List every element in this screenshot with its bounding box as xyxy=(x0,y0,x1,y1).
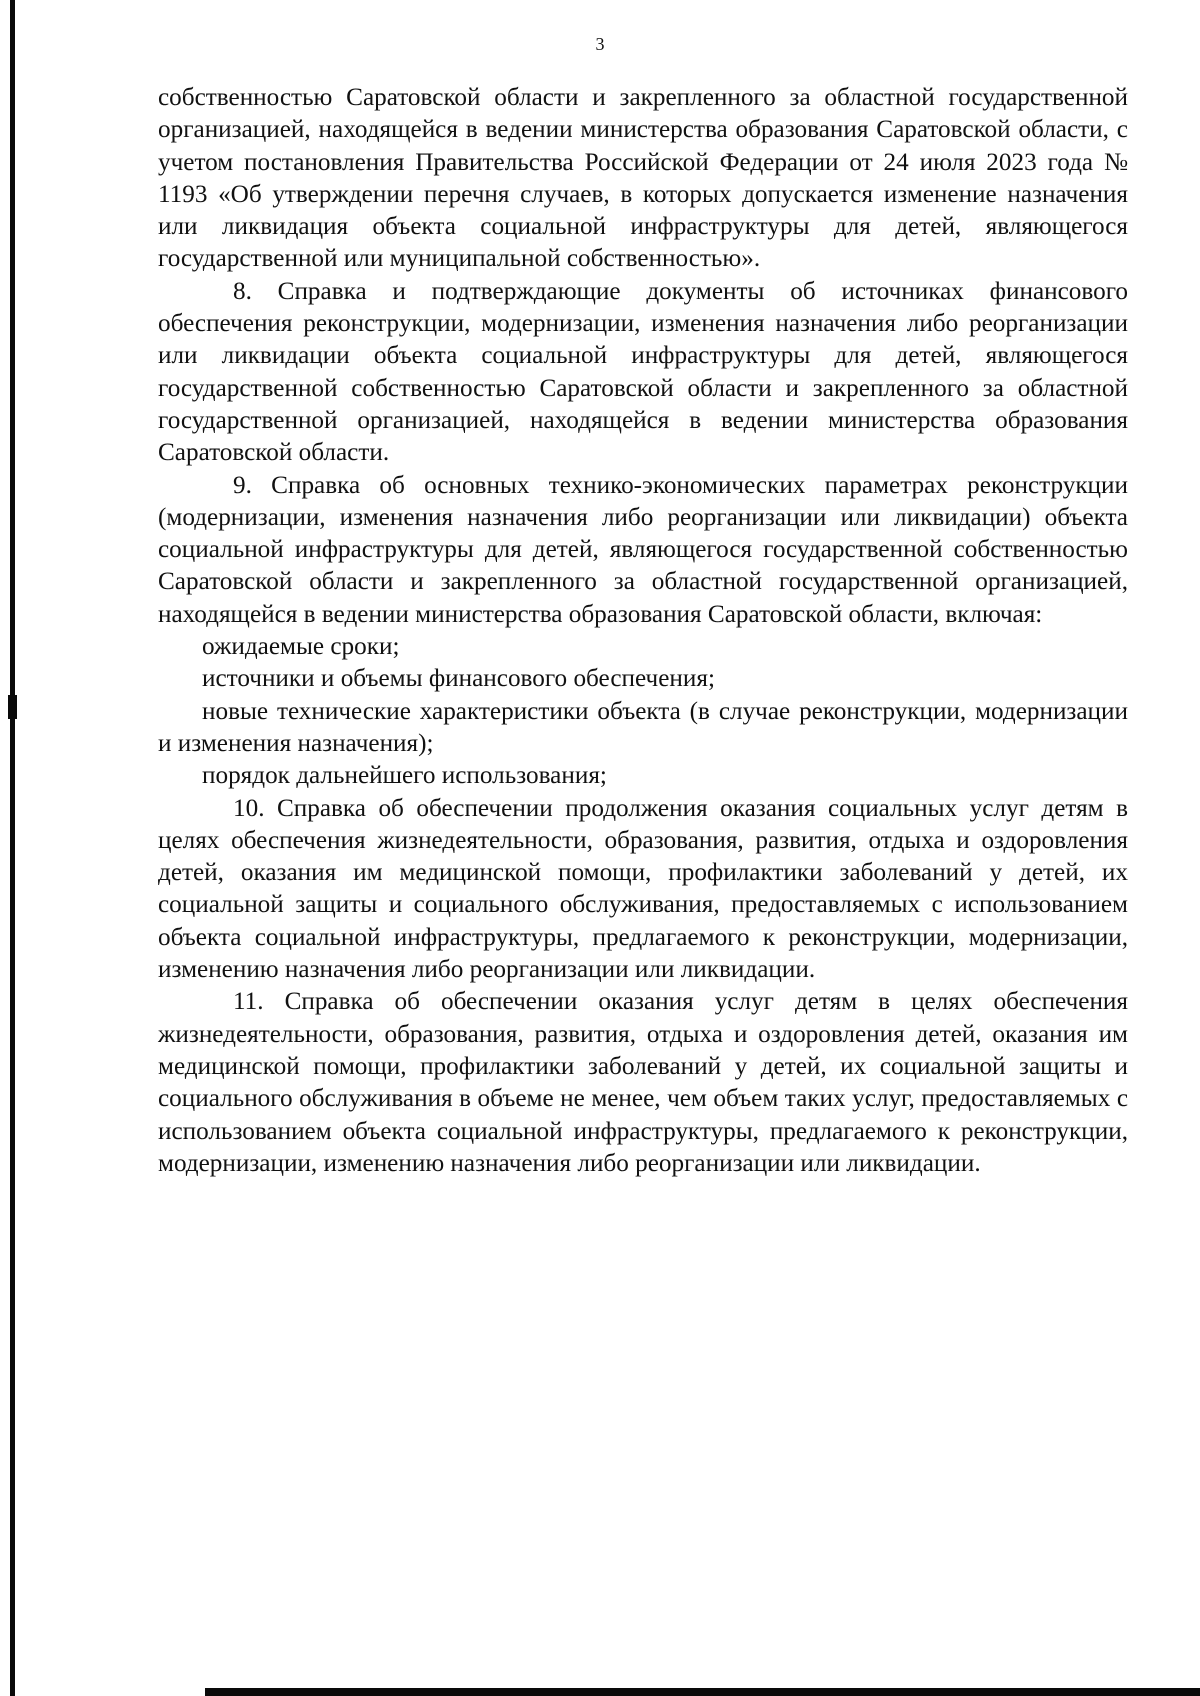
paragraph-11: 11. Справка об обеспечении оказания услуг детям в целях обеспечения жизнедеятельности, образования, развития, отдыха и оздоровления детей, оказания им медицинской помощи, профилактики заболеваний у детей, их социальной защиты и социального обслуживания в объеме не менее, чем объем таких услуг, предоставляемых с использованием объекта социальной инфраструктуры, предлагаемого к реконструкции, модернизации, изменению назначения либо реорганизации или ликвидации. xyxy=(158,988,1128,1177)
list-item: новые технические характеристики объекта (в случае реконструкции, модернизации и изменения назначения); xyxy=(158,697,1128,757)
paragraph-intro: собственностью Саратовской области и закрепленного за областной государственной организацией, находящейся в ведении министерства образования Саратовской области, с учетом постановления Правительства Российской Федерации от 24 июля 2023 года № 1193 «Об утверждении перечня случаев, в которых допускается изменение назначения или ликвидация объекта социальной инфраструктуры для детей, являющегося государственной или муниципальной собственностью». xyxy=(158,84,1128,273)
list-item: ожидаемые сроки; xyxy=(202,633,400,661)
paragraph-10: 10. Справка об обеспечении продолжения оказания социальных услуг детям в целях обеспечения жизнедеятельности, образования, развития, отдыха и оздоровления детей, оказания им медицинской помощи, профилактики заболеваний у детей, их социальной защиты и социального обслуживания, предоставляемых с использованием объекта социальной инфраструктуры, предлагаемого к реконструкции, модернизации, изменению назначения либо реорганизации или ликвидации. xyxy=(158,794,1128,984)
scan-edge-left xyxy=(10,0,15,1696)
paragraph-8: 8. Справка и подтверждающие документы об источниках финансового обеспечения реконструкции, модернизации, изменения назначения либо реорганизации или ликвидации объекта социальной инфраструктуры для детей, являющегося государственной собственностью Саратовской области и закрепленного за областной государственной организацией, находящейся в ведении министерства образования Саратовской области. xyxy=(158,277,1128,467)
paragraph-9: 9. Справка об основных технико-экономических параметрах реконструкции (модернизации, изменения назначения либо реорганизации или ликвидации) объекта социальной инфраструктуры для детей, являющегося государственной собственностью Саратовской области и закрепленного за областной государственной организацией, находящейся в ведении министерства образования Саратовской области, включая: xyxy=(158,471,1128,628)
scan-mark-left xyxy=(8,695,17,719)
scan-edge-bottom xyxy=(205,1688,1200,1696)
page-number: 3 xyxy=(595,34,605,54)
document-body xyxy=(158,82,1128,1180)
list-item: порядок дальнейшего использования; xyxy=(202,762,607,790)
list-item: источники и объемы финансового обеспечения; xyxy=(202,665,715,693)
